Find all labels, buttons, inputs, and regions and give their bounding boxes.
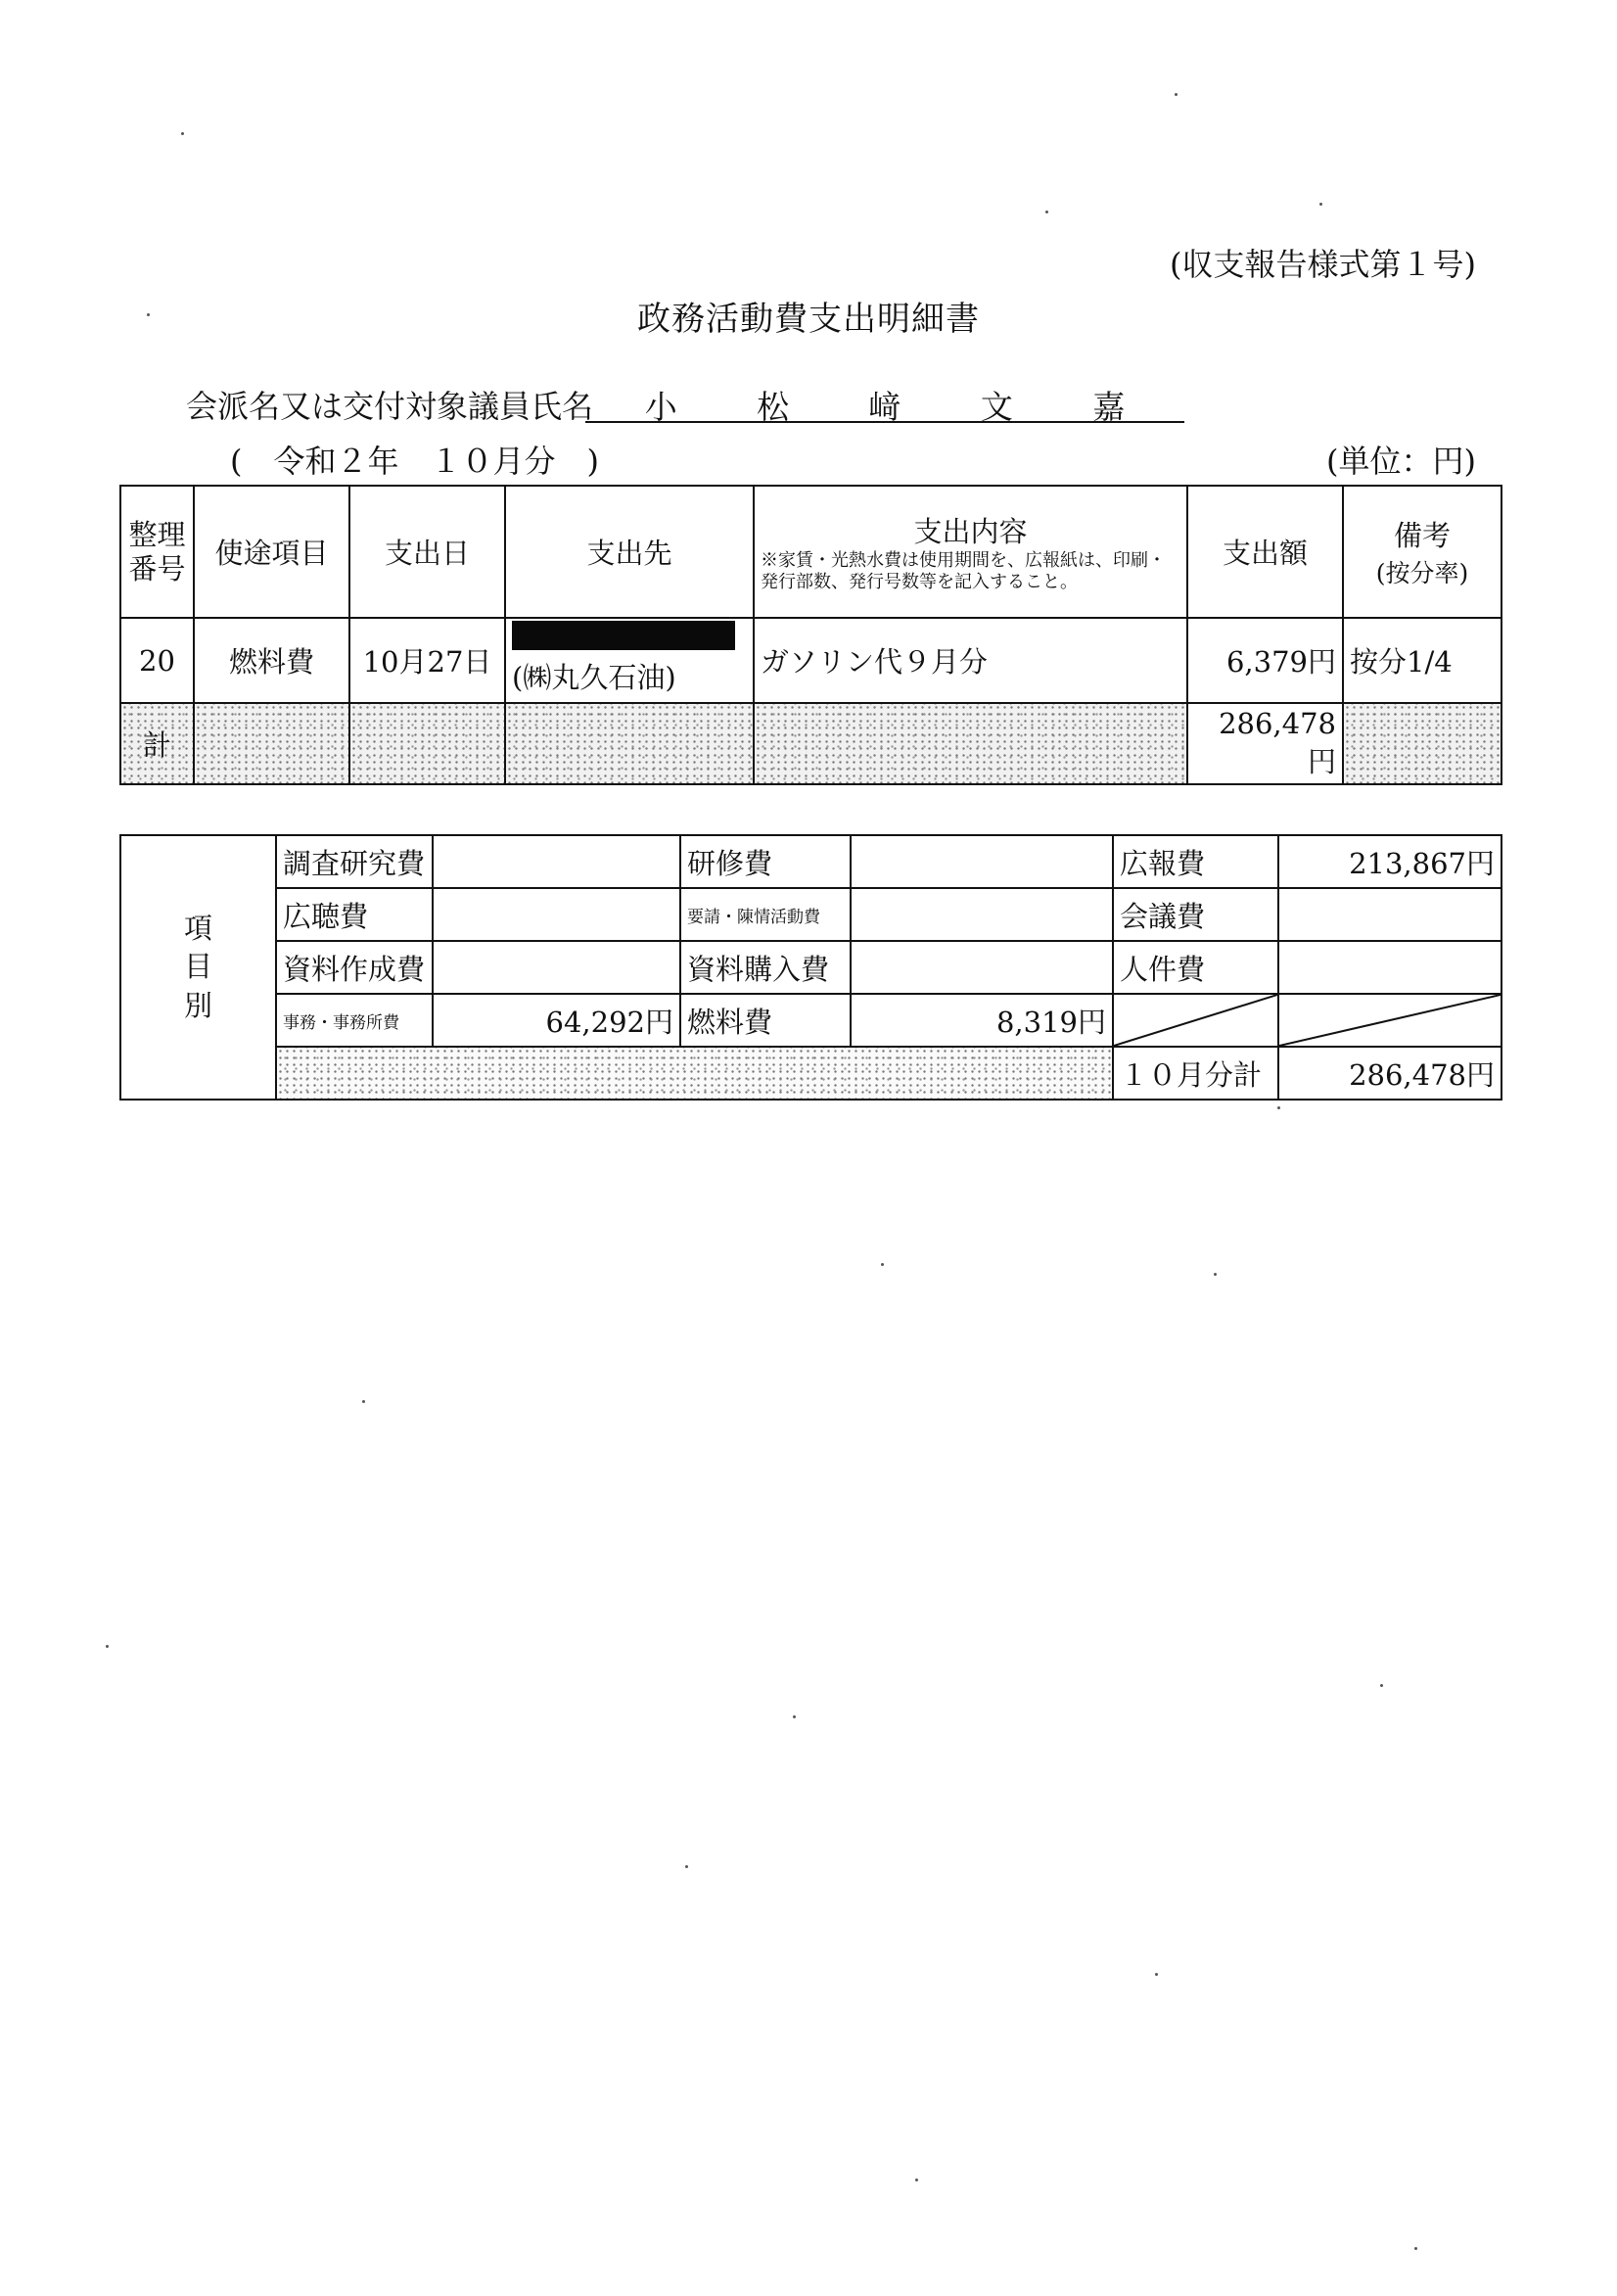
category-label: 会議費 <box>1113 888 1278 941</box>
category-value <box>1278 941 1502 994</box>
row-item: 燃料費 <box>194 618 349 703</box>
shaded-cell <box>505 703 754 784</box>
member-name-char: 松 <box>757 388 790 426</box>
scan-speck <box>685 1865 688 1868</box>
shaded-cell <box>276 1047 1113 1100</box>
redaction-bar <box>512 621 735 650</box>
header-remarks-title: 備考 <box>1393 519 1451 552</box>
member-name-char: 文 <box>980 388 1013 426</box>
scan-speck <box>181 132 184 135</box>
category-summary-table <box>119 834 1502 1101</box>
scan-speck <box>1319 203 1322 206</box>
category-label: 広報費 <box>1113 835 1278 888</box>
scan-speck <box>1175 93 1178 96</box>
shaded-cell <box>754 703 1187 784</box>
scan-speck <box>1277 1106 1280 1109</box>
summary-row <box>120 994 1502 1047</box>
scan-speck <box>106 1645 109 1648</box>
side-label-char: 目 <box>183 950 212 984</box>
scan-speck <box>362 1400 365 1403</box>
header-content-note: ※家賃・光熱水費は使用期間を、広報紙は、印刷・発行部数、発行号数等を記入すること。 <box>761 549 1166 592</box>
scan-speck <box>1414 2247 1417 2250</box>
unit-label: (単位：円) <box>1326 443 1476 480</box>
monthly-total-label: １０月分計 <box>1113 1047 1278 1100</box>
scan-speck <box>1045 211 1048 213</box>
scan-speck <box>793 1715 796 1718</box>
category-value <box>851 888 1113 941</box>
header-remarks-sub: (按分率) <box>1375 559 1469 587</box>
row-content: ガソリン代９月分 <box>754 618 1187 703</box>
header-no: 整理番号 <box>120 486 194 618</box>
summary-row <box>120 835 1502 888</box>
header-item: 使途項目 <box>194 486 349 618</box>
header-amount: 支出額 <box>1187 486 1343 618</box>
scan-speck <box>1155 1973 1158 1976</box>
scan-speck <box>1380 1684 1383 1687</box>
scan-speck <box>147 313 150 316</box>
header-content-title: 支出内容 <box>913 514 1028 548</box>
category-label: 調査研究費 <box>276 835 433 888</box>
shaded-cell <box>1343 703 1502 784</box>
summary-row <box>120 941 1502 994</box>
diagonal-line <box>1279 995 1501 1046</box>
category-label: 燃料費 <box>680 994 851 1047</box>
side-label-char: 別 <box>183 988 212 1022</box>
row-payee <box>505 618 754 703</box>
category-value: 64,292円 <box>433 994 680 1047</box>
diagonal-strike-cell <box>1278 994 1502 1047</box>
category-value <box>433 888 680 941</box>
row-remarks: 按分1/4 <box>1343 618 1502 703</box>
category-value <box>851 835 1113 888</box>
side-label-char: 項 <box>183 912 212 946</box>
diagonal-strike-cell <box>1113 994 1278 1047</box>
member-name-char: 嘉 <box>1092 388 1126 426</box>
scan-speck <box>1214 1273 1217 1276</box>
shaded-cell <box>349 703 505 784</box>
category-value <box>433 941 680 994</box>
category-value: 213,867円 <box>1278 835 1502 888</box>
member-label: 会派名又は交付対象議員氏名 <box>186 388 594 425</box>
member-name <box>585 382 1184 426</box>
report-period: ( 令和２年 １０月分 ) <box>230 443 599 480</box>
shaded-cell <box>194 703 349 784</box>
member-name-char: 﨑 <box>868 388 901 426</box>
scan-speck <box>915 2179 918 2181</box>
header-date: 支出日 <box>349 486 505 618</box>
category-value <box>1278 888 1502 941</box>
table-row <box>120 618 1502 703</box>
summary-row <box>120 888 1502 941</box>
document-title: 政務活動費支出明細書 <box>637 300 980 339</box>
row-amount: 6,379円 <box>1187 618 1343 703</box>
category-label: 事務・事務所費 <box>276 994 433 1047</box>
row-date: 10月27日 <box>349 618 505 703</box>
category-label: 要請・陳情活動費 <box>680 888 851 941</box>
header-content <box>754 486 1187 618</box>
category-label: 人件費 <box>1113 941 1278 994</box>
category-label: 研修費 <box>680 835 851 888</box>
category-label: 資料購入費 <box>680 941 851 994</box>
row-no: 20 <box>120 618 194 703</box>
member-name-char: 小 <box>644 388 677 426</box>
diagonal-line <box>1114 995 1277 1046</box>
total-row <box>120 703 1502 784</box>
total-amount: 286,478円 <box>1187 703 1343 784</box>
header-payee: 支出先 <box>505 486 754 618</box>
expense-detail-table <box>119 485 1502 785</box>
category-value <box>851 941 1113 994</box>
side-label <box>120 835 276 1100</box>
category-value <box>433 835 680 888</box>
category-value: 8,319円 <box>851 994 1113 1047</box>
category-label: 資料作成費 <box>276 941 433 994</box>
header-remarks <box>1343 486 1502 618</box>
category-label: 広聴費 <box>276 888 433 941</box>
row-payee-name: (㈱丸久石油) <box>512 661 676 694</box>
summary-total-row <box>120 1047 1502 1100</box>
form-number: (収支報告様式第１号) <box>1170 246 1476 283</box>
table-header-row <box>120 486 1502 618</box>
total-label: 計 <box>120 703 194 784</box>
scan-speck <box>881 1263 884 1266</box>
monthly-total-value: 286,478円 <box>1278 1047 1502 1100</box>
